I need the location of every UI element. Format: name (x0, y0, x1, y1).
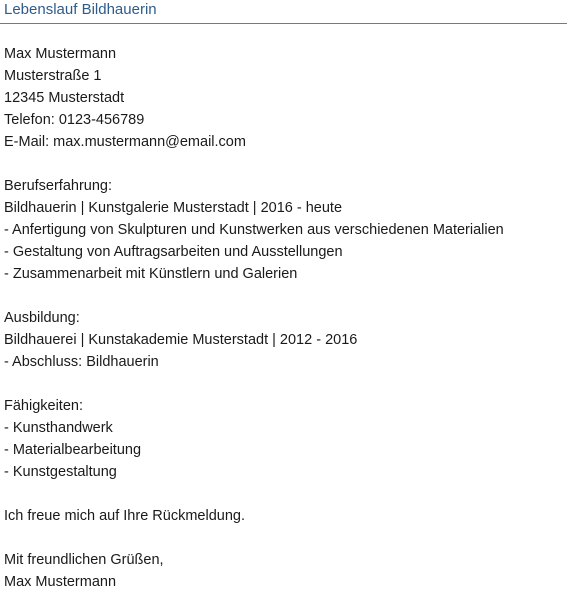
contact-name: Max Mustermann (4, 46, 117, 62)
experience-item: - Anfertigung von Skulpturen und Kunstwerken aus verschiedenen Materialien (4, 222, 504, 238)
experience-item: - Zusammenarbeit mit Künstlern und Galerien (4, 266, 298, 282)
title-underline (0, 23, 567, 24)
signature-name: Max Mustermann (4, 574, 117, 590)
contact-street: Musterstraße 1 (4, 68, 102, 84)
experience-position: Bildhauerin | Kunstgalerie Musterstadt | 2016 - heute (4, 200, 343, 216)
skills-item: - Kunsthandwerk (4, 420, 113, 436)
skills-item: - Kunstgestaltung (4, 464, 117, 480)
education-item: - Abschluss: Bildhauerin (4, 354, 159, 370)
skills-heading: Fähigkeiten: (4, 398, 83, 414)
document-title: Lebenslauf Bildhauerin (4, 1, 157, 18)
contact-email: E-Mail: max.mustermann@email.com (4, 134, 246, 150)
education-entry: Bildhauerei | Kunstakademie Musterstadt | 2012 - 2016 (4, 332, 358, 348)
skills-item: - Materialbearbeitung (4, 442, 142, 458)
closing-sentence: Ich freue mich auf Ihre Rückmeldung. (4, 508, 245, 524)
experience-heading: Berufserfahrung: (4, 178, 113, 194)
contact-phone: Telefon: 0123-456789 (4, 112, 145, 128)
contact-city: 12345 Musterstadt (4, 90, 125, 106)
closing-salutation: Mit freundlichen Grüßen, (4, 552, 164, 568)
education-heading: Ausbildung: (4, 310, 80, 326)
experience-item: - Gestaltung von Auftragsarbeiten und Ausstellungen (4, 244, 343, 260)
